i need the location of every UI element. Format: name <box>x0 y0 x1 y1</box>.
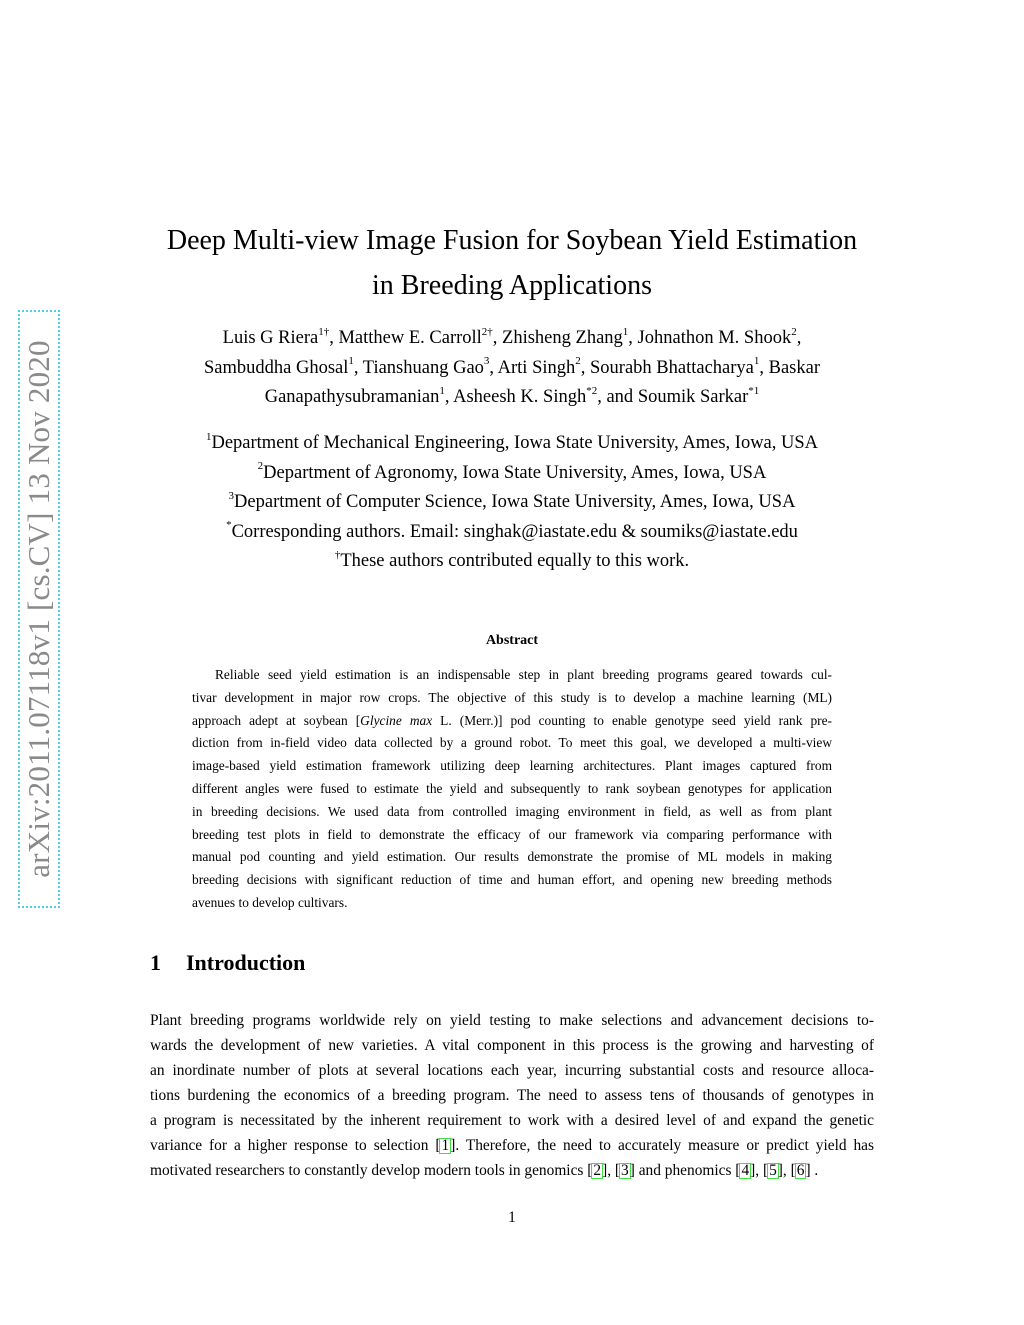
body-text: variance for a higher response to selection [ <box>150 1137 441 1154</box>
body-line: Plant breeding programs worldwide rely on yield testing to make selections and advancement decisions to- <box>150 1012 874 1029</box>
author-affiliation-marker: 1† <box>318 325 330 338</box>
abstract-line: Reliable seed yield estimation is an indispensable step in plant breeding programs geared towards cul- <box>215 667 832 682</box>
body-text: ], [ <box>602 1162 621 1179</box>
author-name: Luis G Riera <box>222 328 319 348</box>
body-line: a program is necessitated by the inherent requirement to work with a desired level of and expand the genetic <box>150 1112 874 1129</box>
author-name: Zhisheng Zhang <box>502 328 623 348</box>
abstract-line: manual pod counting and yield estimation. Our results demonstrate the promise of ML models in making <box>192 849 832 865</box>
affiliation <box>150 488 874 518</box>
introduction-body <box>150 1008 874 1183</box>
abstract-line: different angles were fused to estimate the yield and subsequently to rank soybean genotypes for application <box>192 780 832 796</box>
author-affiliation-marker: 2† <box>481 325 493 338</box>
citation-link[interactable]: 4 <box>741 1162 750 1179</box>
author-line-1: Luis G Riera$^{1\dagger}$, Matthew E. Carroll$^{2\dagger}$, Zhisheng Zhang$^1$, Johnathon M. Shook$^2$, <box>222 325 802 348</box>
body-text: motivated researchers to constantly develop modern tools in genomics [ <box>150 1162 593 1179</box>
body-line: tions burdening the economics of a breeding program. The need to assess tens of thousands of genotypes in <box>150 1087 874 1104</box>
abstract-line: avenues to develop cultivars. <box>192 894 348 910</box>
abstract-line-part: approach adept at soybean [ <box>192 712 361 728</box>
abstract-line: breeding decisions with significant reduction of time and human effort, and opening new breeding methods <box>192 872 832 888</box>
body-text: ] and phenomics [ <box>629 1162 741 1179</box>
affiliation <box>150 429 874 459</box>
affiliation-marker: 3 <box>228 489 235 502</box>
author-name: Soumik Sarkar <box>637 387 749 407</box>
abstract-line: breeding test plots in field to demonstrate the efficacy of our framework via comparing performance with <box>192 826 832 842</box>
abstract-heading: Abstract <box>485 633 539 648</box>
abstract-body <box>192 664 832 915</box>
citation-link[interactable]: 6 <box>796 1162 805 1179</box>
author-name: Ganapathysubramanian <box>264 387 440 407</box>
title-line-1: Deep Multi-view Image Fusion for Soybean Yield Estimation <box>166 225 858 256</box>
author-line-2: Sambuddha Ghosal$^1$, Tianshuang Gao$^3$, Arti Singh$^2$, Sourabh Bhattacharya$^1$, Baskar <box>203 355 820 378</box>
section-number: 1 <box>150 950 161 975</box>
affiliation-text: Department of Mechanical Engineering, Iowa State University, Ames, Iowa, USA <box>211 433 819 453</box>
species-name: Glycine max <box>360 712 433 728</box>
body-text: ]. Therefore, the need to accurately measure or predict yield has <box>450 1137 874 1154</box>
body-line: an inordinate number of plots at several locations each year, incurring substantial costs and resource alloca- <box>150 1062 874 1079</box>
abstract-line-part: L. (Merr.)] pod counting to enable genotype seed yield rank pre- <box>432 712 833 728</box>
author-affiliation-marker: 3 <box>483 355 490 368</box>
author-name: Johnathon M. Shook <box>637 328 792 348</box>
author-name: Matthew E. Carroll <box>338 328 482 348</box>
body-text: ], [ <box>750 1162 769 1179</box>
arxiv-identifier: arXiv:2011.07118v1 [cs.CV] 13 Nov 2020 <box>21 340 56 878</box>
body-line <box>150 1133 874 1158</box>
body-line: wards the development of new varieties. A vital component in this process is the growing and harvesting of <box>150 1037 874 1054</box>
citation-link[interactable]: 5 <box>769 1162 777 1179</box>
corresponding-authors-note <box>150 518 874 548</box>
abstract-line: in breeding decisions. We used data from controlled imaging environment in field, as well as from plant <box>192 803 832 819</box>
author-affiliation-marker: *2 <box>586 384 598 397</box>
author-name: Baskar <box>768 357 820 378</box>
affiliation-text: These authors contributed equally to this work. <box>340 551 690 571</box>
affiliation-marker: * <box>226 519 232 532</box>
author-affiliation-marker: *1 <box>748 384 760 397</box>
citation-link[interactable]: 3 <box>621 1162 629 1179</box>
affiliation-marker: 2 <box>257 460 264 473</box>
abstract-line: diction from in-field video data collected by a ground robot. To meet this goal, we developed a multi-view <box>192 735 832 751</box>
affiliation-text: Department of Agronomy, Iowa State University, Ames, Iowa, USA <box>263 462 767 483</box>
author-name: Asheesh K. Singh <box>453 387 587 407</box>
arxiv-watermark <box>18 310 60 908</box>
author-affiliation-marker: 1 <box>439 384 445 397</box>
citation-link[interactable]: 2 <box>593 1162 602 1179</box>
paper-title <box>140 218 884 308</box>
affiliation-text: Corresponding authors. Email: singhak@iastate.edu & soumiks@iastate.edu <box>231 521 798 542</box>
affiliation <box>150 459 874 489</box>
body-text: ] . <box>805 1162 819 1179</box>
affiliation-marker: † <box>334 548 341 561</box>
author-name: Sambuddha Ghosal <box>203 357 349 378</box>
author-affiliation-marker: 1 <box>622 325 629 338</box>
abstract-line <box>192 710 832 733</box>
page-number: 1 <box>508 1209 516 1226</box>
body-line <box>150 1158 874 1183</box>
author-name: Sourabh Bhattacharya <box>590 357 754 378</box>
citation-link[interactable]: 1 <box>441 1137 450 1154</box>
author-affiliation-marker: 2 <box>575 355 581 368</box>
body-text: ], [ <box>777 1162 796 1179</box>
author-list <box>150 324 874 413</box>
section-title: Introduction <box>186 950 306 975</box>
title-line-2: in Breeding Applications <box>372 270 652 301</box>
author-line-3: Ganapathysubramanian$^1$, Asheesh K. Singh$^{*2}$, and Soumik Sarkar$^{*1}$ <box>264 384 760 407</box>
affiliation-marker: 1 <box>205 430 212 443</box>
affiliation-text: Department of Computer Science, Iowa State University, Ames, Iowa, USA <box>234 492 796 512</box>
author-affiliation-marker: 1 <box>348 355 354 368</box>
author-name: Tianshuang Gao <box>362 357 484 378</box>
abstract-line: image-based yield estimation framework utilizing deep learning architectures. Plant images captured from <box>192 758 832 774</box>
affiliation-list <box>150 429 874 577</box>
author-affiliation-marker: 1 <box>753 355 760 368</box>
author-affiliation-marker: 2 <box>791 325 797 338</box>
author-name: Arti Singh <box>497 357 576 378</box>
section-heading-introduction <box>150 950 305 976</box>
abstract-line: tivar development in major row crops. The objective of this study is to develop a machine learning (ML) <box>192 689 832 705</box>
equal-contribution-note <box>150 547 874 577</box>
